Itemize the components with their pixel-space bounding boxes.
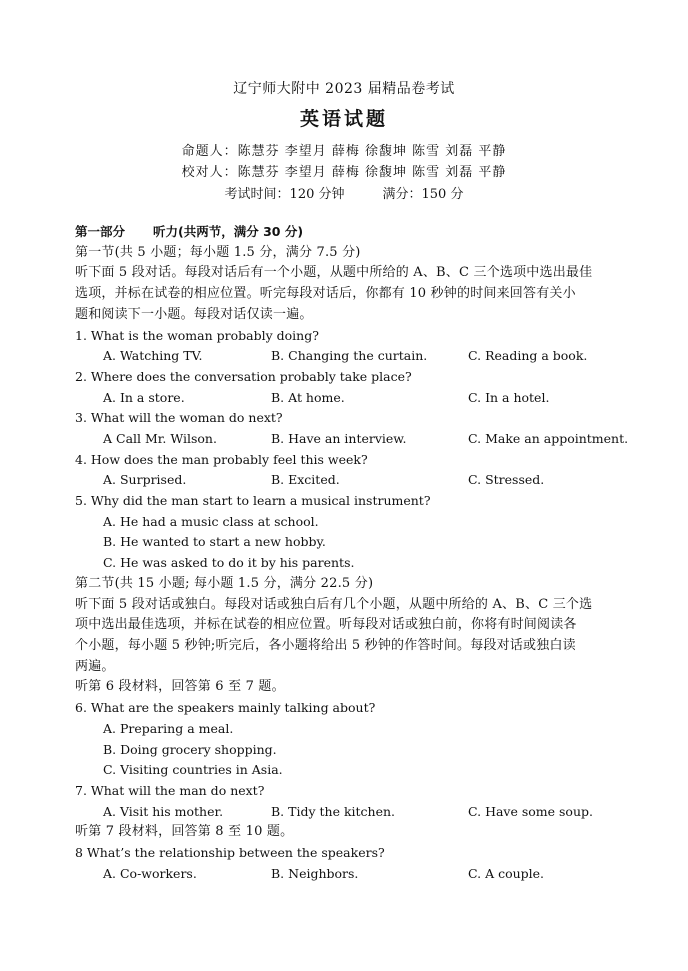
option-b: B. Neighbors. [271, 865, 359, 881]
option-c: C. Have some soup. [468, 803, 593, 819]
section1-instruction-line: 选项，并标在试卷的相应位置。听完每段对话后，你都有 10 秒钟的时间来回答有关小 [75, 286, 576, 302]
question-2: 2. Where does the conversation probably take place? [75, 368, 412, 384]
option-c: C. Reading a book. [468, 348, 588, 364]
part-title: 听力(共两节，满分 30 分) [153, 224, 304, 239]
option-a: A. Surprised. [103, 472, 187, 488]
option-a: A. Preparing a meal. [103, 720, 234, 736]
material-6-heading: 听第 6 段材料，回答第 6 至 7 题。 [75, 679, 285, 695]
option-a: A. In a store. [103, 389, 185, 405]
question-4-options [75, 470, 615, 491]
question-4: 4. How does the man probably feel this week? [75, 451, 368, 467]
part-heading [75, 222, 615, 243]
question-7: 7. What will the man do next? [75, 782, 265, 798]
option-b: B. He wanted to start a new hobby. [103, 534, 326, 550]
full-score: 满分：150 分 [382, 187, 464, 202]
exam-info [0, 183, 688, 202]
exam-time: 考试时间：120 分钟 [224, 187, 345, 202]
question-8: 8 What’s the relationship between the speakers? [75, 845, 385, 861]
section1-instruction-line: 听下面 5 段对话。每段对话后有一个小题，从题中所给的 A、B、C 三个选项中选出最佳 [75, 265, 593, 281]
option-a: A Call Mr. Wilson. [103, 431, 217, 446]
option-b: B. Changing the curtain. [271, 348, 428, 364]
option-b: B. Doing grocery shopping. [103, 741, 277, 757]
option-c: C. He was asked to do it by his parents. [103, 555, 355, 571]
section2-heading: 第二节(共 15 小题; 每小题 1.5 分，满分 22.5 分) [75, 575, 374, 591]
option-b: B. At home. [271, 389, 345, 405]
setters-line: 命题人：陈慧芬 李望月 薛梅 徐馥坤 陈雪 刘磊 平静 [181, 144, 507, 159]
question-1: 1. What is the woman probably doing? [75, 327, 319, 343]
section2-instruction-line: 个小题，每小题 5 秒钟;听完后，各小题将给出 5 秒钟的作答时间。每段对话或独白读 [75, 638, 576, 653]
exam-content [75, 222, 629, 884]
subject-title: 英语试题 [299, 108, 388, 130]
section2-instruction-line: 项中选出最佳选项，并标在试卷的相应位置。听每段对话或独白前，你将有时间阅读各 [75, 617, 577, 633]
option-a: A. Co-workers. [103, 865, 197, 881]
option-a: A. He had a music class at school. [103, 513, 319, 529]
part-label: 第一部分 [75, 224, 126, 239]
section2-instruction-line: 两遍。 [75, 658, 115, 674]
question-7-options [75, 802, 615, 823]
question-6: 6. What are the speakers mainly talking about? [75, 700, 376, 716]
question-3-options [75, 429, 629, 450]
option-c: C. Visiting countries in Asia. [103, 762, 283, 778]
option-b: B. Have an interview. [271, 431, 407, 446]
question-1-options [75, 346, 615, 367]
option-b: B. Excited. [271, 472, 340, 488]
school-title: 辽宁师大附中 2023 届精品卷考试 [233, 81, 455, 97]
section1-instruction-line: 题和阅读下一小题。每段对话仅读一遍。 [75, 306, 313, 322]
question-2-options [75, 388, 615, 409]
option-c: C. A couple. [468, 865, 545, 881]
option-c: C. Stressed. [468, 472, 545, 488]
question-5: 5. Why did the man start to learn a musical instrument? [75, 493, 431, 509]
option-c: C. In a hotel. [468, 389, 550, 405]
question-8-options [75, 864, 615, 885]
option-c: C. Make an appointment. [468, 431, 629, 446]
reviewers-line: 校对人：陈慧芬 李望月 薛梅 徐馥坤 陈雪 刘磊 平静 [181, 165, 507, 180]
section1-heading: 第一节(共 5 小题；每小题 1.5 分，满分 7.5 分) [75, 244, 361, 260]
option-a: A. Visit his mother. [103, 803, 224, 819]
question-3: 3. What will the woman do next? [75, 410, 283, 426]
option-b: B. Tidy the kitchen. [271, 803, 396, 819]
section2-instruction-line: 听下面 5 段对话或独白。每段对话或独白后有几个小题，从题中所给的 A、B、C 三个选 [75, 596, 593, 612]
option-a: A. Watching TV. [103, 348, 203, 364]
material-7-heading: 听第 7 段材料，回答第 8 至 10 题。 [75, 824, 294, 840]
